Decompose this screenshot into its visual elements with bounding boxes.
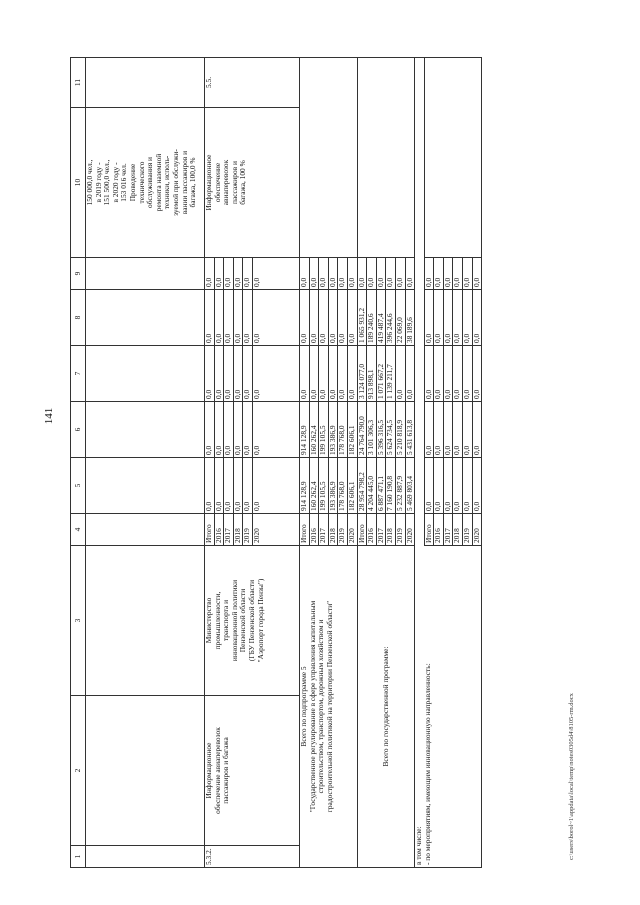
program-title: Всего по государственной программе: [357,546,415,868]
value-cell: 193 386,9 [328,458,338,514]
value-cell: 0,0 [224,402,234,458]
value-cell: 0,0 [472,346,482,402]
value-cell: 199 105,5 [319,402,329,458]
value-cell: 22 069,0 [395,290,405,346]
year-cell: 2019 [243,514,253,546]
value-cell: 419 487,4 [376,290,386,346]
value-cell: 0,0 [299,346,309,402]
value-cell: 0,0 [463,258,473,290]
year-cell: 2020 [472,514,482,546]
value-cell: 0,0 [224,458,234,514]
value-cell: 0,0 [472,402,482,458]
year-cell: Итого [299,514,309,546]
col-number: 2 [71,696,86,846]
value-cell: 0,0 [214,458,224,514]
value-cell: 396 244,6 [386,290,396,346]
col-number: 3 [71,546,86,696]
value-cell: 0,0 [252,458,299,514]
value-cell: 0,0 [252,402,299,458]
value-cell: 0,0 [243,258,253,290]
value-cell: 0,0 [434,458,444,514]
executor: Министерство промышленности, транспорта и инновационной политики Пензенской области (ГБУ Пензенской области "Аэропорт города Пензы") [205,546,300,696]
value-cell: 5 396 316,5 [376,402,386,458]
value-cell: 24 764 790,0 [357,402,367,458]
value-cell: 914 128,9 [299,402,309,458]
value-cell: 0,0 [405,258,415,290]
year-cell: 2018 [328,514,338,546]
value-cell: 0,0 [233,458,243,514]
value-cell: 6 887 471,1 [376,458,386,514]
subprogram-title: Всего по подпрограмме 5 "Государственное регулирование в сфере управления капитальным строительством, транспортом, дорожным хозяйством и градостроительной политикой на территории Пензенской области" [299,546,357,868]
value-cell: 0,0 [328,290,338,346]
value-cell: 0,0 [443,258,453,290]
value-cell: 0,0 [443,458,453,514]
value-cell: 0,0 [309,258,319,290]
year-cell: 2018 [233,514,243,546]
year-cell: 2017 [443,514,453,546]
value-cell: 0,0 [434,402,444,458]
continuation-row [86,58,205,868]
value-cell: 0,0 [224,346,234,402]
value-cell: 0,0 [214,346,224,402]
value-cell: 0,0 [233,402,243,458]
value-cell: 0,0 [347,258,357,290]
value-cell: 0,0 [243,402,253,458]
column-number-row [71,58,86,868]
value-cell: 0,0 [443,290,453,346]
value-cell: 0,0 [443,346,453,402]
value-cell: 0,0 [357,258,367,290]
value-cell: 3 101 306,3 [367,402,377,458]
value-cell: 0,0 [299,258,309,290]
value-cell: 0,0 [328,346,338,402]
value-cell: 182 606,1 [347,458,357,514]
value-cell: 0,0 [319,258,329,290]
col-number: 10 [71,108,86,258]
value-cell: 38 189,6 [405,290,415,346]
footer-file-path: c:\users\borol~1\appdata\local\temp\notes0305d4\8105-rm.docx [568,693,575,860]
year-cell: 2016 [309,514,319,546]
value-cell: 0,0 [424,290,434,346]
value-cell: 7 160 190,8 [386,458,396,514]
value-cell: 0,0 [386,258,396,290]
value-cell: 0,0 [319,346,329,402]
value-cell: 0,0 [347,290,357,346]
value-cell: 160 262,4 [309,402,319,458]
rotated-table-container [70,58,590,868]
value-cell: 0,0 [252,290,299,346]
col-number: 8 [71,290,86,346]
value-cell: 5 232 887,9 [395,458,405,514]
value-cell: 0,0 [472,458,482,514]
value-cell: 0,0 [424,258,434,290]
value-cell: 28 954 798,2 [357,458,367,514]
value-cell: 0,0 [309,290,319,346]
value-cell: 0,0 [205,258,215,290]
value-cell: 178 768,0 [338,458,348,514]
innovation-label: - по мероприятиям, имеющим инновационную направленность: [424,546,482,868]
year-cell: 2019 [338,514,348,546]
value-cell: 0,0 [338,346,348,402]
value-cell: 0,0 [205,346,215,402]
indicator: Информационное обеспечение авиаперевозок пассажиров и багажа, 100 % [205,108,300,258]
col-number: 9 [71,258,86,290]
value-cell: 0,0 [424,458,434,514]
value-cell: 0,0 [233,346,243,402]
value-cell: 0,0 [214,258,224,290]
value-cell: 0,0 [395,346,405,402]
value-cell: 0,0 [205,290,215,346]
col-number: 4 [71,514,86,546]
measure-name: Информационное обеспечение авиаперевозок пассажиров и багажа [205,696,300,846]
year-cell: 2020 [405,514,415,546]
year-cell: Итого [357,514,367,546]
value-cell: 0,0 [233,258,243,290]
col-number: 11 [71,58,86,108]
value-cell: 193 386,9 [328,402,338,458]
value-cell: 0,0 [463,458,473,514]
program-row [357,58,367,868]
table-row [205,58,215,868]
value-cell: 0,0 [453,402,463,458]
value-cell: 1 139 211,7 [386,346,396,402]
indicator-link: 5.5. [205,58,300,108]
value-cell: 0,0 [405,346,415,402]
year-cell: Итого [424,514,434,546]
value-cell: 0,0 [453,458,463,514]
value-cell: 0,0 [434,346,444,402]
value-cell: 0,0 [214,402,224,458]
value-cell: 914 128,9 [299,458,309,514]
value-cell: 0,0 [367,258,377,290]
value-cell: 199 105,5 [319,458,329,514]
value-cell: 178 768,0 [338,402,348,458]
value-cell: 5 469 803,4 [405,458,415,514]
value-cell: 0,0 [463,402,473,458]
value-cell: 1 071 667,2 [376,346,386,402]
value-cell: 0,0 [233,290,243,346]
year-cell: 2016 [367,514,377,546]
value-cell: 0,0 [243,290,253,346]
year-cell: 2020 [252,514,299,546]
value-cell: 0,0 [252,346,299,402]
year-cell: 2019 [463,514,473,546]
value-cell: 0,0 [395,258,405,290]
year-cell: 2016 [214,514,224,546]
col-number: 7 [71,346,86,402]
value-cell: 0,0 [463,346,473,402]
value-cell: 0,0 [205,458,215,514]
value-cell: 160 262,4 [309,458,319,514]
value-cell: 182 606,1 [347,402,357,458]
value-cell: 0,0 [472,290,482,346]
value-cell: 0,0 [205,402,215,458]
innovation-row [424,58,434,868]
value-cell: 3 124 077,0 [357,346,367,402]
value-cell: 4 204 445,0 [367,458,377,514]
value-cell: 0,0 [376,258,386,290]
value-cell: 0,0 [299,290,309,346]
value-cell: 0,0 [338,258,348,290]
value-cell: 0,0 [434,290,444,346]
value-cell: 0,0 [453,346,463,402]
program-table [70,57,482,868]
value-cell: 0,0 [463,290,473,346]
value-cell: 913 898,1 [367,346,377,402]
row-number: 5.3.2. [205,846,300,868]
value-cell: 0,0 [224,290,234,346]
value-cell: 0,0 [347,346,357,402]
value-cell: 5 210 818,9 [395,402,405,458]
year-cell: 2017 [376,514,386,546]
value-cell: 189 240,6 [367,290,377,346]
value-cell: 5 431 613,8 [405,402,415,458]
value-cell: 0,0 [424,346,434,402]
value-cell: 0,0 [472,258,482,290]
year-cell: 2016 [434,514,444,546]
value-cell: 0,0 [309,346,319,402]
value-cell: 5 624 734,5 [386,402,396,458]
year-cell: 2018 [386,514,396,546]
year-cell: Итого [205,514,215,546]
value-cell: 0,0 [453,258,463,290]
value-cell: 0,0 [443,402,453,458]
value-cell: 0,0 [453,290,463,346]
year-cell: 2017 [224,514,234,546]
value-cell: 0,0 [243,346,253,402]
year-cell: 2020 [347,514,357,546]
value-cell: 0,0 [338,290,348,346]
page-number: 141 [43,407,55,425]
indicator-cell: 150 000,0 чел., в 2019 году - 151 500,0 чел., в 2020 году - 153 016 чел. Проведение технического обслуживания и ремонта наземной техники, исполь- зуемой при обслужи- вании пассажиров и багажа, 100,0 % [86,108,205,258]
value-cell: 0,0 [424,402,434,458]
value-cell: 0,0 [252,258,299,290]
value-cell: 0,0 [243,458,253,514]
col-number: 1 [71,846,86,868]
year-cell: 2017 [319,514,329,546]
col-number: 6 [71,402,86,458]
value-cell: 0,0 [319,290,329,346]
year-cell: 2019 [395,514,405,546]
value-cell: 0,0 [214,290,224,346]
value-cell: 1 065 931,2 [357,290,367,346]
value-cell: 0,0 [328,258,338,290]
col-number: 5 [71,458,86,514]
subprogram-row [299,58,309,868]
including-label: в том числе: [415,58,425,868]
year-cell: 2018 [453,514,463,546]
value-cell: 0,0 [224,258,234,290]
value-cell: 0,0 [434,258,444,290]
